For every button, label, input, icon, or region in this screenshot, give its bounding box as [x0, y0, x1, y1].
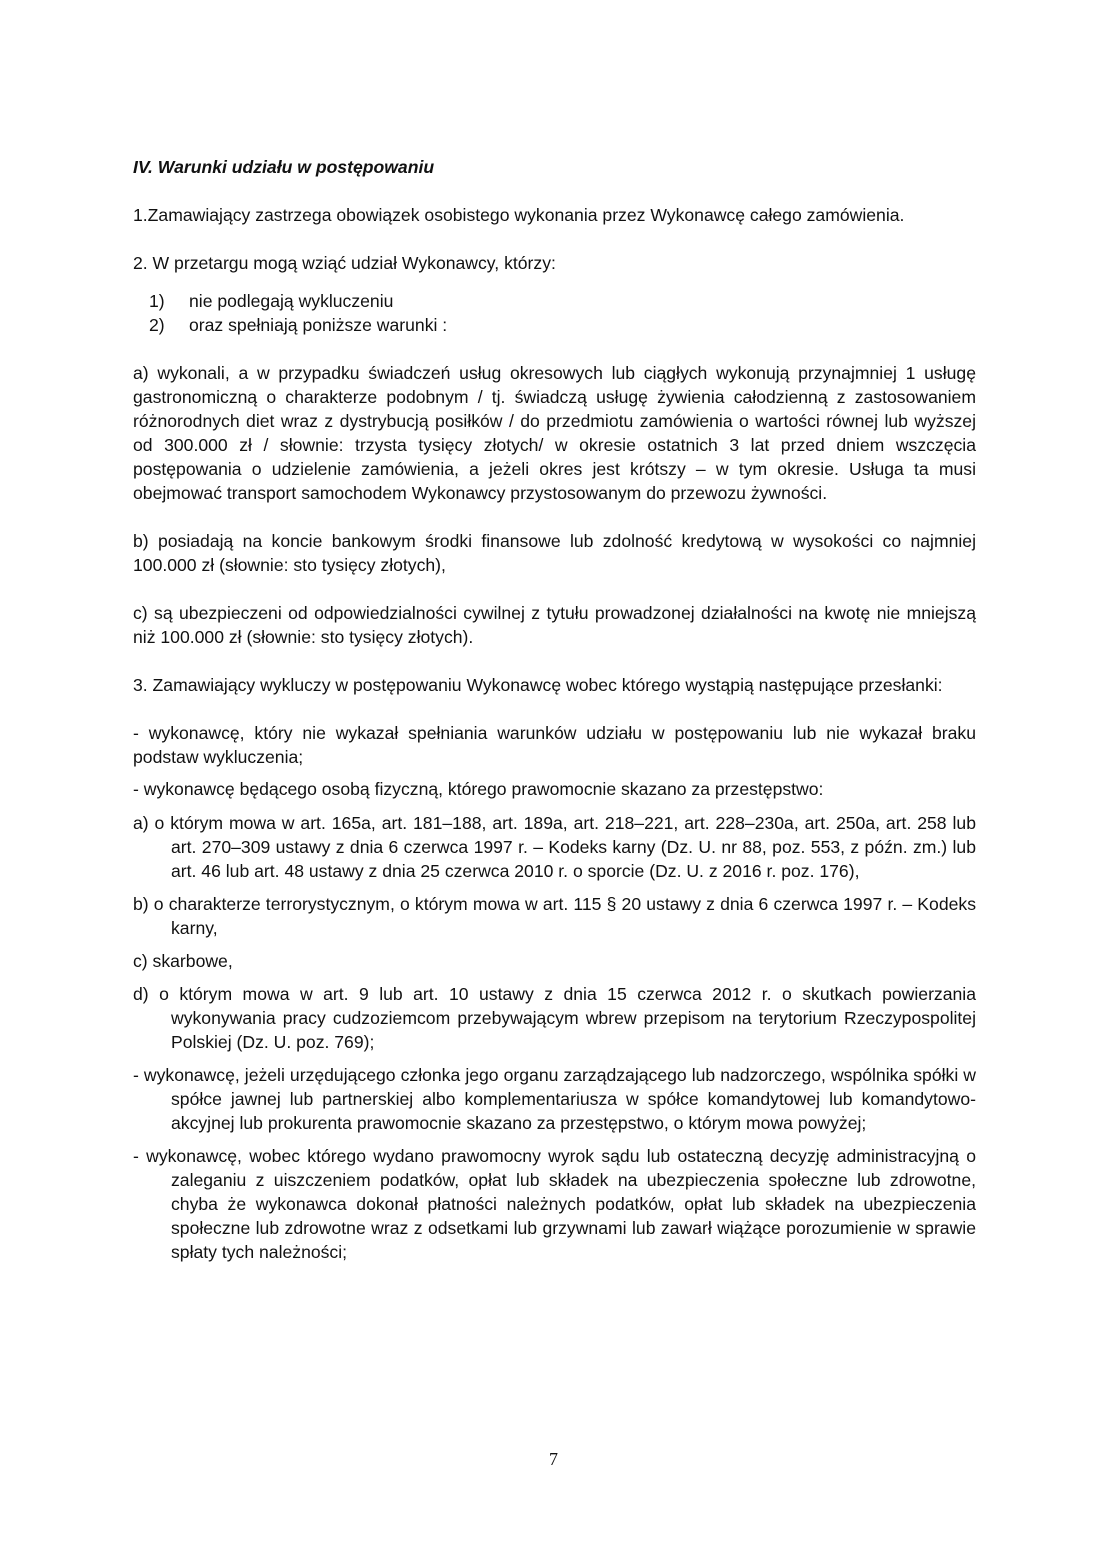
- exclusion-subitem: c) skarbowe,: [133, 951, 233, 971]
- condition-a: a) wykonali, a w przypadku świadczeń usług okresowych lub ciągłych wykonują przynajmniej 1 usługę gastronomiczną o charakterze podobnym / tj. świadczą usługę żywienia całodzienną z zastosowaniem różnorodnych diet wraz z dystrybucją posiłków / do przedmiotu zamówienia o wartości równej lub wyższej od 300.000 zł / słownie: trzysta tysięcy złotych/ w okresie ostatnich 3 lat przed dniem wszczęcia postępowania o udzielenie zamówienia, a jeżeli okres jest krótszy – w tym okresie. Usługa ta musi obejmować transport samochodem Wykonawcy przystosowanym do przewozu żywności.: [133, 363, 976, 503]
- exclusion-subitem: d) o którym mowa w art. 9 lub art. 10 ustawy z dnia 15 czerwca 2012 r. o skutkach powierzania wykonywania pracy cudzoziemcom przebywającym wbrew przepisom na terytorium Rzeczypospolitej Polskiej (Dz. U. poz. 769);: [133, 984, 976, 1052]
- exclusion-item: - wykonawcę, jeżeli urzędującego członka jego organu zarządzającego lub nadzorczego, wspólnika spółki w spółce jawnej lub partnerskiej albo komplementariusza w spółce komandytowej lub komandytowo-akcyjnej lub prokurenta prawomocnie skazano za przestępstwo, o którym mowa powyżej;: [133, 1065, 976, 1133]
- exclusion-subitem: b) o charakterze terrorystycznym, o którym mowa w art. 115 § 20 ustawy z dnia 6 czerwca 1997 r. – Kodeks karny,: [133, 894, 976, 938]
- section-heading: IV. Warunki udziału w postępowaniu: [133, 157, 435, 177]
- list-item: 2) oraz spełniają poniższe warunki :: [149, 315, 448, 335]
- paragraph-3: 3. Zamawiający wykluczy w postępowaniu Wykonawcę wobec którego wystąpią następujące przesłanki:: [133, 675, 943, 695]
- paragraph-1: 1.Zamawiający zastrzega obowiązek osobistego wykonania przez Wykonawcę całego zamówienia.: [133, 205, 905, 225]
- exclusion-item: - wykonawcę, wobec którego wydano prawomocny wyrok sądu lub ostateczną decyzję administracyjną o zaleganiu z uiszczeniem podatków, opłat lub składek na ubezpieczenia społeczne lub zdrowotne, chyba że wykonawca dokonał płatności należnych podatków, opłat lub składek na ubezpieczenia społeczne lub zdrowotne wraz z odsetkami lub grzywnami lub zawarł wiążące porozumienie w sprawie spłaty tych należności;: [133, 1146, 976, 1262]
- paragraph-2: 2. W przetargu mogą wziąć udział Wykonawcy, którzy:: [133, 253, 556, 273]
- exclusion-item: - wykonawcę, który nie wykazał spełniania warunków udziału w postępowaniu lub nie wykazał braku podstaw wykluczenia;: [133, 723, 976, 767]
- page-number: 7: [549, 1449, 558, 1469]
- eligibility-list: [133, 289, 976, 337]
- condition-b: b) posiadają na koncie bankowym środki finansowe lub zdolność kredytową w wysokości co najmniej 100.000 zł (słownie: sto tysięcy złotych),: [133, 531, 976, 575]
- condition-c: c) są ubezpieczeni od odpowiedzialności cywilnej z tytułu prowadzonej działalności na kwotę nie mniejszą niż 100.000 zł (słownie: sto tysięcy złotych).: [133, 603, 976, 647]
- exclusion-item: - wykonawcę będącego osobą fizyczną, którego prawomocnie skazano za przestępstwo:: [133, 779, 824, 799]
- list-item: 1) nie podlegają wykluczeniu: [149, 291, 394, 311]
- exclusion-subitem: a) o którym mowa w art. 165a, art. 181–188, art. 189a, art. 218–221, art. 228–230a, art. 250a, art. 258 lub art. 270–309 ustawy z dnia 6 czerwca 1997 r. – Kodeks karny (Dz. U. nr 88, poz. 553, z późn. zm.) lub art. 46 lub art. 48 ustawy z dnia 25 czerwca 2010 r. o sporcie (Dz. U. z 2016 r. poz. 176),: [133, 813, 976, 881]
- document-body: [133, 155, 976, 1273]
